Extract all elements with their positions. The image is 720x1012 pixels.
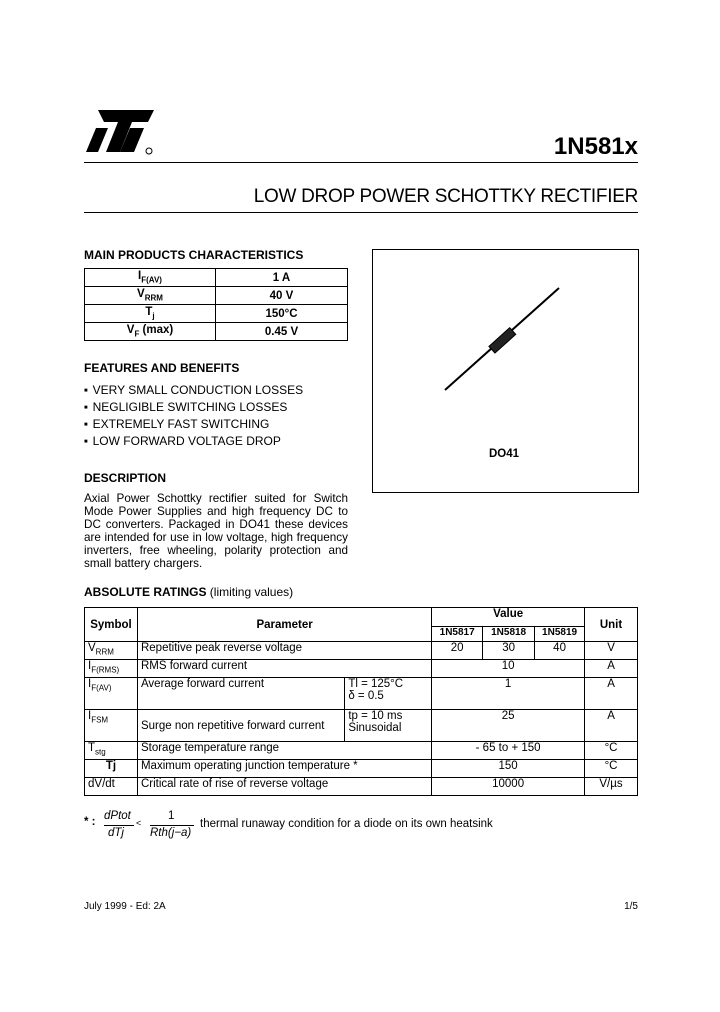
main-char-heading: MAIN PRODUCTS CHARACTERISTICS xyxy=(84,248,304,262)
diode-drawing xyxy=(373,250,638,430)
description-text: Axial Power Schottky rectifier suited for Switch Mode Power Supplies and high frequency DC to DC converters. Packaged in DO41 these devices are intended for use in low voltage, high frequency inverters, free wheeling, polarity protection and small battery chargers. xyxy=(84,492,348,570)
page-title: LOW DROP POWER SCHOTTKY RECTIFIER xyxy=(253,186,638,207)
table-row: $I_{F(AV)}$ Average forward current Tl = 125°C δ = 0.5 1 A xyxy=(85,678,638,710)
page-number: 1/5 xyxy=(624,901,638,912)
st-logo xyxy=(84,108,156,156)
features-heading: FEATURES AND BENEFITS xyxy=(84,361,240,375)
part-number: 1N581x xyxy=(553,133,638,160)
list-item: ■ VERY SMALL CONDUCTION LOSSES xyxy=(84,382,303,399)
features-list xyxy=(84,382,303,450)
table-header-row: 1N5817 1N5818 1N5819 xyxy=(85,627,638,642)
list-item: ■ NEGLIGIBLE SWITCHING LOSSES xyxy=(84,399,303,416)
thermal-note: * : dPtot dTj < 1 Rth(j−a) thermal runaway condition for a diode on its own heatsink xyxy=(84,810,493,839)
footer-date: July 1999 - Ed: 2A xyxy=(84,901,166,912)
list-item: ■ LOW FORWARD VOLTAGE DROP xyxy=(84,433,303,450)
list-item: ■ EXTREMELY FAST SWITCHING xyxy=(84,416,303,433)
package-label: DO41 xyxy=(489,448,520,460)
table-row: $V_F$ (max) 0.45 V xyxy=(85,323,348,341)
table-row: $I_{FSM}$ Surge non repetitive forward current tp = 10 ms Sinusoidal 25 A xyxy=(85,710,638,742)
table-row: $V_{RRM}$ 40 V xyxy=(85,287,348,305)
table-header-row: Symbol Parameter Value Unit xyxy=(85,608,638,627)
table-row: $I_{F(RMS)}$ RMS forward current 10 A xyxy=(85,660,638,678)
table-row: $T_{stg}$ Storage temperature range - 65 to + 150 °C xyxy=(85,742,638,760)
main-char-table xyxy=(84,268,348,341)
table-row: Tj Maximum operating junction temperature * 150 °C xyxy=(85,760,638,778)
table-row: dV/dt Critical rate of rise of reverse voltage 10000 V/µs xyxy=(85,778,638,796)
ratings-heading: ABSOLUTE RATINGS (limiting values) xyxy=(84,585,294,599)
table-row: $V_{RRM}$ Repetitive peak reverse voltage 20 30 40 V xyxy=(85,642,638,660)
title-rule xyxy=(84,212,638,213)
table-row: $I_{F(AV)}$ 1 A xyxy=(85,269,348,287)
ratings-table xyxy=(84,607,638,796)
table-row: $T_j$ 150°C xyxy=(85,305,348,323)
description-heading: DESCRIPTION xyxy=(84,471,167,485)
package-box xyxy=(372,249,639,493)
header-rule xyxy=(84,162,638,163)
